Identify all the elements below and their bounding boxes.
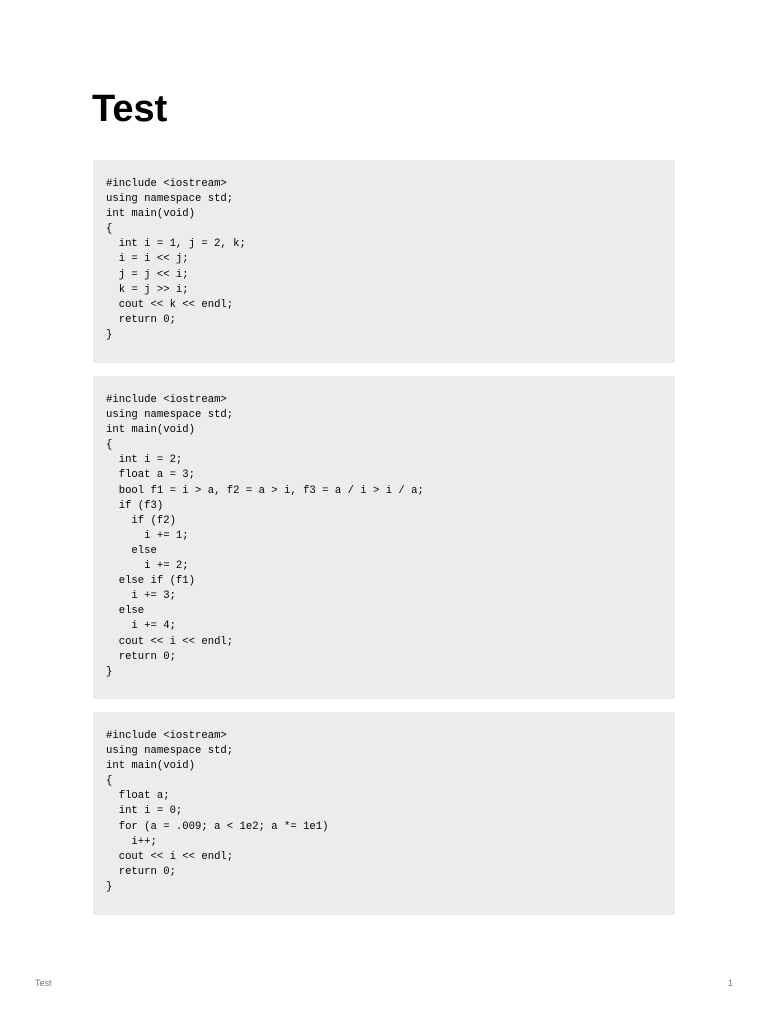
code-block: #include <iostream> using namespace std; int main(void) { int i = 2; float a = 3; bool f1 = i > a, f2 = a > i, f3 = a / i > i / a; if (f3) if (f2) i += 1; else i += 2; else if (f1) i += 3; else i += 4; cout << i << endl; return 0; }: [93, 376, 675, 699]
footer-title: Test: [35, 978, 52, 988]
page-title: Test: [92, 88, 168, 130]
code-block: #include <iostream> using namespace std; int main(void) { float a; int i = 0; for (a = .009; a < 1e2; a *= 1e1) i++; cout << i << endl; return 0; }: [93, 712, 675, 915]
page-number: 1: [727, 978, 733, 988]
code-block: #include <iostream> using namespace std; int main(void) { int i = 1, j = 2, k; i = i << j; j = j << i; k = j >> i; cout << k << endl; return 0; }: [93, 160, 675, 363]
